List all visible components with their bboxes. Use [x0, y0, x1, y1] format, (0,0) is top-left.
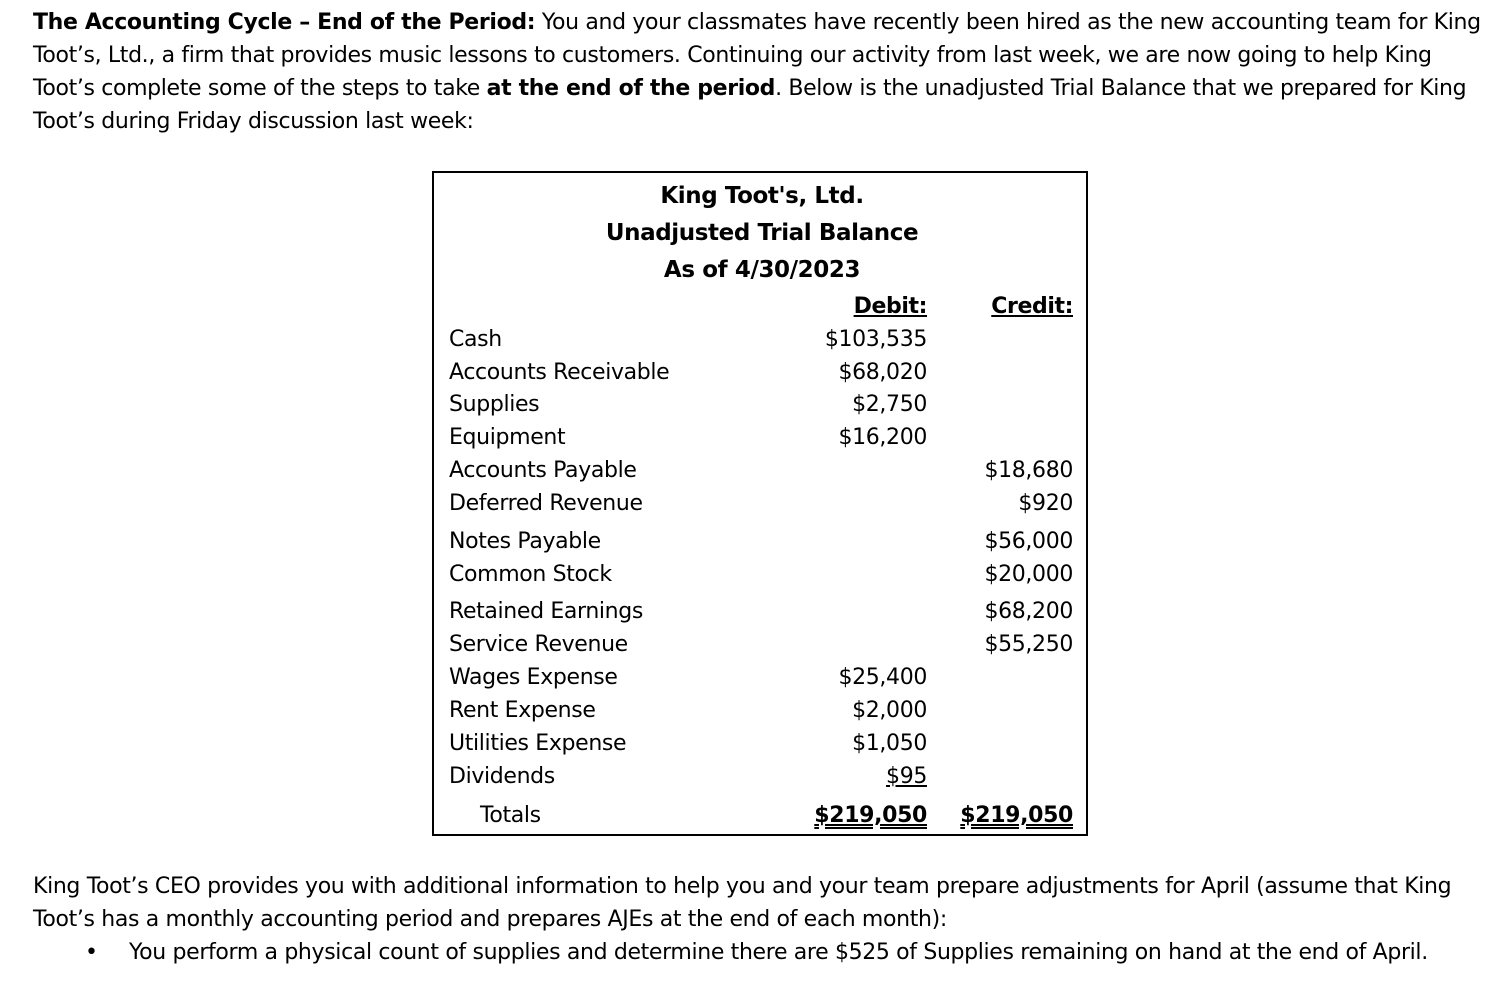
table-row [434, 764, 1086, 797]
debit-amount: $2,000 [852, 698, 927, 723]
account-name: Dividends [449, 764, 555, 789]
table-row [434, 529, 1086, 562]
debit-amount: $16,200 [838, 425, 927, 450]
debit-amount: $68,020 [838, 360, 927, 385]
debit-amount: $2,750 [852, 392, 927, 417]
credit-amount: $56,000 [984, 529, 1073, 554]
table-row [434, 360, 1086, 393]
table-row [434, 425, 1086, 458]
account-name: Retained Earnings [449, 599, 644, 624]
account-name: Rent Expense [449, 698, 596, 723]
account-name: Wages Expense [449, 665, 618, 690]
total-credit: $219,050 [960, 803, 1073, 828]
account-name: Cash [449, 327, 502, 352]
total-debit: $219,050 [814, 803, 927, 828]
tb-date: As of 4/30/2023 [663, 257, 861, 283]
table-row [434, 665, 1086, 698]
intro-text-2: . Below is the unadjusted Trial Balance that we prepared for King Toot’s during Friday discussion last week: [33, 76, 1467, 134]
followup-paragraph: King Toot’s CEO provides you with additional information to help you and your team prepare adjustments for April (assume that King Toot’s has a monthly accounting period and prepares AJEs at the end of each month): [33, 874, 1452, 932]
account-name: Equipment [449, 425, 566, 450]
table-row [434, 731, 1086, 764]
debit-amount: $95 [886, 764, 927, 789]
account-name: Common Stock [449, 562, 612, 587]
table-row [434, 632, 1086, 665]
table-row [434, 392, 1086, 425]
credit-amount: $68,200 [984, 599, 1073, 624]
account-name: Service Revenue [449, 632, 628, 657]
tb-company-name: King Toot's, Ltd. [660, 183, 864, 209]
account-name: Accounts Payable [449, 458, 637, 483]
intro-heading: The Accounting Cycle – End of the Period: [33, 10, 536, 35]
account-name: Accounts Receivable [449, 360, 670, 385]
credit-amount: $55,250 [984, 632, 1073, 657]
table-row [434, 491, 1086, 524]
list-item: You perform a physical count of supplies and determine there are $525 of Supplies remaining on hand at the end of April. [129, 940, 1428, 965]
bullet-icon: • [85, 940, 98, 965]
intro-text-1: You and your classmates have recently been hired as the new accounting team for King Toot’s, Ltd., a firm that provides music lessons to customers. Continuing our activity from last week, we are now going to help King Toot’s complete some of the steps to take [33, 10, 1481, 101]
totals-label: Totals [480, 803, 541, 828]
trial-balance-table [432, 171, 1088, 836]
table-row [434, 458, 1086, 491]
intro-bold-phrase: at the end of the period [486, 76, 776, 101]
table-row [434, 599, 1086, 632]
debit-amount: $25,400 [838, 665, 927, 690]
account-name: Supplies [449, 392, 540, 417]
account-name: Notes Payable [449, 529, 601, 554]
totals-row [434, 803, 1086, 836]
table-row [434, 698, 1086, 731]
account-name: Utilities Expense [449, 731, 627, 756]
intro-paragraph [33, 6, 1493, 138]
debit-amount: $1,050 [852, 731, 927, 756]
credit-column-header: Credit: [991, 294, 1073, 319]
table-row [434, 562, 1086, 595]
account-name: Deferred Revenue [449, 491, 643, 516]
credit-amount: $20,000 [984, 562, 1073, 587]
table-row [434, 327, 1086, 360]
debit-column-header: Debit: [853, 294, 927, 319]
credit-amount: $920 [1018, 491, 1073, 516]
debit-amount: $103,535 [824, 327, 927, 352]
credit-amount: $18,680 [984, 458, 1073, 483]
tb-title: Unadjusted Trial Balance [605, 220, 919, 246]
